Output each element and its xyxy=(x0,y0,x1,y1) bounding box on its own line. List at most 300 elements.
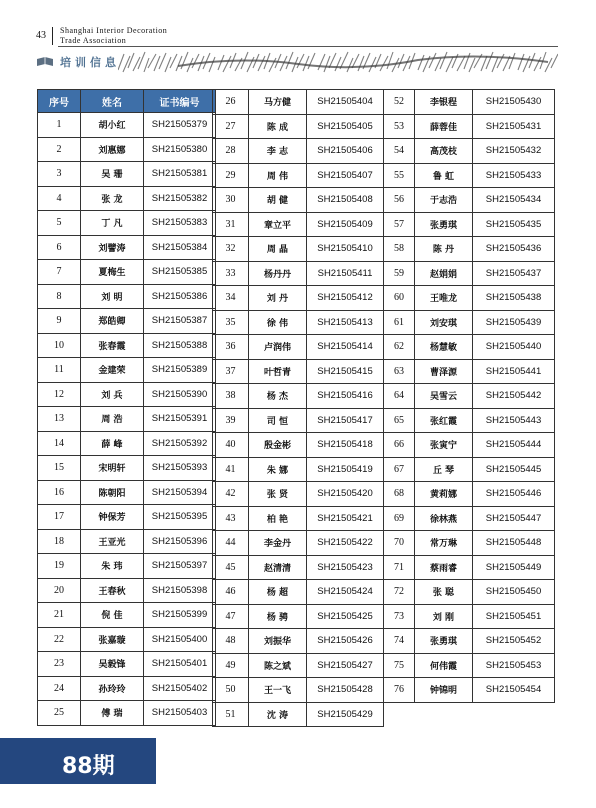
row-name: 刘振华 xyxy=(249,629,307,654)
roster-table-3 xyxy=(383,89,555,703)
row-index: 69 xyxy=(384,506,415,531)
row-name: 司 恒 xyxy=(249,408,307,433)
row-name: 张勇琪 xyxy=(415,629,473,654)
table-row xyxy=(213,580,384,605)
row-index: 47 xyxy=(213,604,249,629)
row-name: 刘安琪 xyxy=(415,310,473,335)
row-cert-number: SH21505427 xyxy=(307,653,384,678)
row-name: 钟保芳 xyxy=(81,505,144,530)
table-row xyxy=(384,629,555,654)
row-name: 夏梅生 xyxy=(81,260,144,285)
table-row xyxy=(213,653,384,678)
row-index: 55 xyxy=(384,163,415,188)
row-name: 常万琳 xyxy=(415,531,473,556)
table-row xyxy=(384,604,555,629)
row-name: 王一飞 xyxy=(249,678,307,703)
row-index: 37 xyxy=(213,359,249,384)
row-name: 张嘉璇 xyxy=(81,627,144,652)
row-cert-number: SH21505419 xyxy=(307,457,384,482)
row-cert-number: SH21505447 xyxy=(473,506,555,531)
row-index: 63 xyxy=(384,359,415,384)
row-name: 陈 成 xyxy=(249,114,307,139)
row-index: 49 xyxy=(213,653,249,678)
row-name: 王唯龙 xyxy=(415,286,473,311)
row-index: 53 xyxy=(384,114,415,139)
table-row xyxy=(384,114,555,139)
table-row xyxy=(384,188,555,213)
row-index: 20 xyxy=(38,578,81,603)
row-index: 42 xyxy=(213,482,249,507)
row-name: 蔡雨睿 xyxy=(415,555,473,580)
row-index: 57 xyxy=(384,212,415,237)
table-row xyxy=(213,310,384,335)
row-name: 陈之斌 xyxy=(249,653,307,678)
row-index: 66 xyxy=(384,433,415,458)
row-name: 张寅宁 xyxy=(415,433,473,458)
row-cert-number: SH21505420 xyxy=(307,482,384,507)
issue-number: 88期 xyxy=(62,754,115,779)
row-name: 张红霞 xyxy=(415,408,473,433)
row-cert-number: SH21505453 xyxy=(473,653,555,678)
table-row xyxy=(38,113,216,138)
table-row xyxy=(38,480,216,505)
table-row xyxy=(384,212,555,237)
row-name: 倪 佳 xyxy=(81,603,144,628)
row-index: 12 xyxy=(38,382,81,407)
row-name: 刘 兵 xyxy=(81,382,144,407)
table-row xyxy=(38,652,216,677)
row-name: 李银程 xyxy=(415,90,473,115)
row-index: 71 xyxy=(384,555,415,580)
table-row xyxy=(213,702,384,727)
table-row xyxy=(213,188,384,213)
association-name xyxy=(60,26,167,46)
table-row xyxy=(38,603,216,628)
row-name: 李金丹 xyxy=(249,531,307,556)
row-cert-number: SH21505385 xyxy=(144,260,216,285)
row-index: 50 xyxy=(213,678,249,703)
table-row xyxy=(384,678,555,703)
row-name: 徐林燕 xyxy=(415,506,473,531)
row-name: 李 志 xyxy=(249,139,307,164)
table-row xyxy=(38,578,216,603)
row-index: 58 xyxy=(384,237,415,262)
row-cert-number: SH21505405 xyxy=(307,114,384,139)
table-row xyxy=(213,90,384,115)
row-index: 59 xyxy=(384,261,415,286)
row-name: 杨 杰 xyxy=(249,384,307,409)
row-index: 68 xyxy=(384,482,415,507)
row-cert-number: SH21505446 xyxy=(473,482,555,507)
row-name: 胡 健 xyxy=(249,188,307,213)
row-cert-number: SH21505416 xyxy=(307,384,384,409)
table-row xyxy=(38,137,216,162)
row-index: 35 xyxy=(213,310,249,335)
row-index: 45 xyxy=(213,555,249,580)
row-index: 34 xyxy=(213,286,249,311)
table-row xyxy=(384,359,555,384)
row-index: 74 xyxy=(384,629,415,654)
table-row xyxy=(213,457,384,482)
row-index: 44 xyxy=(213,531,249,556)
table-row xyxy=(384,335,555,360)
row-cert-number: SH21505432 xyxy=(473,139,555,164)
row-cert-number: SH21505402 xyxy=(144,676,216,701)
row-index: 19 xyxy=(38,554,81,579)
table-row xyxy=(213,139,384,164)
header-divider xyxy=(52,27,53,45)
row-name: 周 伟 xyxy=(249,163,307,188)
row-name: 吴雪云 xyxy=(415,384,473,409)
table-row xyxy=(213,482,384,507)
row-cert-number: SH21505394 xyxy=(144,480,216,505)
row-cert-number: SH21505380 xyxy=(144,137,216,162)
table-row xyxy=(213,604,384,629)
row-name: 殷金彬 xyxy=(249,433,307,458)
row-cert-number: SH21505384 xyxy=(144,235,216,260)
row-index: 21 xyxy=(38,603,81,628)
table-row xyxy=(38,309,216,334)
table-row xyxy=(384,139,555,164)
table-row xyxy=(384,580,555,605)
row-name: 杨慧敏 xyxy=(415,335,473,360)
row-index: 76 xyxy=(384,678,415,703)
row-cert-number: SH21505434 xyxy=(473,188,555,213)
table-row xyxy=(213,163,384,188)
row-name: 郑皓卿 xyxy=(81,309,144,334)
row-cert-number: SH21505383 xyxy=(144,211,216,236)
row-index: 38 xyxy=(213,384,249,409)
row-cert-number: SH21505422 xyxy=(307,531,384,556)
row-name: 傅 瑞 xyxy=(81,701,144,726)
table-row xyxy=(213,531,384,556)
table-row xyxy=(384,237,555,262)
row-index: 33 xyxy=(213,261,249,286)
table-row xyxy=(384,506,555,531)
table-row xyxy=(384,261,555,286)
row-index: 15 xyxy=(38,456,81,481)
row-name: 叶哲青 xyxy=(249,359,307,384)
row-cert-number: SH21505444 xyxy=(473,433,555,458)
row-cert-number: SH21505430 xyxy=(473,90,555,115)
row-name: 胡小红 xyxy=(81,113,144,138)
table-row xyxy=(38,186,216,211)
row-cert-number: SH21505401 xyxy=(144,652,216,677)
row-index: 67 xyxy=(384,457,415,482)
header-rule xyxy=(58,46,558,47)
row-cert-number: SH21505436 xyxy=(473,237,555,262)
row-name: 王春秋 xyxy=(81,578,144,603)
row-cert-number: SH21505417 xyxy=(307,408,384,433)
row-cert-number: SH21505425 xyxy=(307,604,384,629)
row-cert-number: SH21505439 xyxy=(473,310,555,335)
row-cert-number: SH21505428 xyxy=(307,678,384,703)
table-row xyxy=(213,433,384,458)
row-cert-number: SH21505429 xyxy=(307,702,384,727)
row-name: 张 聪 xyxy=(415,580,473,605)
row-name: 张 龙 xyxy=(81,186,144,211)
row-index: 48 xyxy=(213,629,249,654)
row-cert-number: SH21505433 xyxy=(473,163,555,188)
row-index: 40 xyxy=(213,433,249,458)
table-row xyxy=(213,384,384,409)
row-name: 马方健 xyxy=(249,90,307,115)
row-cert-number: SH21505418 xyxy=(307,433,384,458)
row-name: 钟锦明 xyxy=(415,678,473,703)
row-index: 2 xyxy=(38,137,81,162)
row-index: 36 xyxy=(213,335,249,360)
row-name: 高茂枝 xyxy=(415,139,473,164)
page-number: 43 xyxy=(36,30,46,41)
row-cert-number: SH21505413 xyxy=(307,310,384,335)
table-row xyxy=(38,529,216,554)
row-cert-number: SH21505451 xyxy=(473,604,555,629)
table-row xyxy=(213,678,384,703)
row-name: 张勇琪 xyxy=(415,212,473,237)
row-index: 29 xyxy=(213,163,249,188)
row-index: 60 xyxy=(384,286,415,311)
row-cert-number: SH21505386 xyxy=(144,284,216,309)
row-cert-number: SH21505395 xyxy=(144,505,216,530)
row-index: 70 xyxy=(384,531,415,556)
row-cert-number: SH21505392 xyxy=(144,431,216,456)
table-row xyxy=(384,310,555,335)
row-cert-number: SH21505421 xyxy=(307,506,384,531)
row-name: 柏 艳 xyxy=(249,506,307,531)
decorative-texture-banner xyxy=(118,50,558,74)
table-row xyxy=(38,627,216,652)
row-name: 薛 峰 xyxy=(81,431,144,456)
row-name: 赵娟娟 xyxy=(415,261,473,286)
row-cert-number: SH21505412 xyxy=(307,286,384,311)
row-cert-number: SH21505431 xyxy=(473,114,555,139)
table-row xyxy=(38,701,216,726)
row-cert-number: SH21505445 xyxy=(473,457,555,482)
table-row xyxy=(38,260,216,285)
book-icon xyxy=(36,56,54,68)
row-name: 周 浩 xyxy=(81,407,144,432)
table-row xyxy=(38,554,216,579)
row-cert-number: SH21505449 xyxy=(473,555,555,580)
association-name-line2: Trade Association xyxy=(60,36,127,45)
row-index: 10 xyxy=(38,333,81,358)
row-cert-number: SH21505381 xyxy=(144,162,216,187)
row-index: 26 xyxy=(213,90,249,115)
table-row xyxy=(38,431,216,456)
row-cert-number: SH21505391 xyxy=(144,407,216,432)
row-index: 8 xyxy=(38,284,81,309)
row-cert-number: SH21505410 xyxy=(307,237,384,262)
row-index: 62 xyxy=(384,335,415,360)
table-row xyxy=(384,384,555,409)
row-name: 张春霞 xyxy=(81,333,144,358)
row-name: 刘譬涛 xyxy=(81,235,144,260)
row-cert-number: SH21505415 xyxy=(307,359,384,384)
table-row xyxy=(213,286,384,311)
row-name: 陈 丹 xyxy=(415,237,473,262)
table-row xyxy=(38,505,216,530)
row-name: 王亚光 xyxy=(81,529,144,554)
row-index: 73 xyxy=(384,604,415,629)
row-cert-number: SH21505399 xyxy=(144,603,216,628)
row-name: 何伟霞 xyxy=(415,653,473,678)
row-cert-number: SH21505382 xyxy=(144,186,216,211)
row-name: 杨丹丹 xyxy=(249,261,307,286)
row-index: 23 xyxy=(38,652,81,677)
table-row xyxy=(213,555,384,580)
row-index: 54 xyxy=(384,139,415,164)
table-row xyxy=(384,286,555,311)
row-cert-number: SH21505426 xyxy=(307,629,384,654)
row-cert-number: SH21505400 xyxy=(144,627,216,652)
row-cert-number: SH21505387 xyxy=(144,309,216,334)
row-cert-number: SH21505408 xyxy=(307,188,384,213)
col-header-cert: 证书编号 xyxy=(144,90,216,113)
table-row xyxy=(213,212,384,237)
row-cert-number: SH21505440 xyxy=(473,335,555,360)
row-cert-number: SH21505379 xyxy=(144,113,216,138)
table-row xyxy=(384,482,555,507)
row-index: 61 xyxy=(384,310,415,335)
table-row xyxy=(213,506,384,531)
section-title: 培训信息 xyxy=(60,56,120,69)
row-name: 孙玲玲 xyxy=(81,676,144,701)
table-row xyxy=(213,114,384,139)
association-name-line1: Shanghai Interior Decoration xyxy=(60,26,168,35)
table-row xyxy=(38,676,216,701)
row-index: 13 xyxy=(38,407,81,432)
row-index: 41 xyxy=(213,457,249,482)
row-name: 刘 明 xyxy=(81,284,144,309)
table-row xyxy=(384,555,555,580)
row-cert-number: SH21505448 xyxy=(473,531,555,556)
row-name: 丁 凡 xyxy=(81,211,144,236)
row-cert-number: SH21505423 xyxy=(307,555,384,580)
row-cert-number: SH21505389 xyxy=(144,358,216,383)
row-cert-number: SH21505414 xyxy=(307,335,384,360)
row-cert-number: SH21505407 xyxy=(307,163,384,188)
row-index: 16 xyxy=(38,480,81,505)
row-name: 章立平 xyxy=(249,212,307,237)
table-row xyxy=(384,531,555,556)
row-index: 64 xyxy=(384,384,415,409)
table-row xyxy=(384,653,555,678)
row-index: 51 xyxy=(213,702,249,727)
row-name: 杨 超 xyxy=(249,580,307,605)
row-cert-number: SH21505411 xyxy=(307,261,384,286)
row-index: 17 xyxy=(38,505,81,530)
col-header-index: 序号 xyxy=(38,90,81,113)
row-cert-number: SH21505406 xyxy=(307,139,384,164)
row-index: 5 xyxy=(38,211,81,236)
col-header-name: 姓名 xyxy=(81,90,144,113)
row-index: 9 xyxy=(38,309,81,334)
row-index: 11 xyxy=(38,358,81,383)
row-name: 吴毅锋 xyxy=(81,652,144,677)
row-cert-number: SH21505388 xyxy=(144,333,216,358)
row-name: 沈 涛 xyxy=(249,702,307,727)
table-row xyxy=(213,359,384,384)
row-name: 刘 刚 xyxy=(415,604,473,629)
row-name: 杨 骋 xyxy=(249,604,307,629)
row-cert-number: SH21505438 xyxy=(473,286,555,311)
table-row xyxy=(213,335,384,360)
row-index: 31 xyxy=(213,212,249,237)
row-index: 4 xyxy=(38,186,81,211)
roster-table-1 xyxy=(37,89,216,726)
table-row xyxy=(38,358,216,383)
row-index: 43 xyxy=(213,506,249,531)
row-cert-number: SH21505443 xyxy=(473,408,555,433)
row-index: 27 xyxy=(213,114,249,139)
row-cert-number: SH21505435 xyxy=(473,212,555,237)
row-index: 28 xyxy=(213,139,249,164)
table-row xyxy=(213,629,384,654)
row-cert-number: SH21505398 xyxy=(144,578,216,603)
row-name: 丘 琴 xyxy=(415,457,473,482)
row-name: 张 贤 xyxy=(249,482,307,507)
table-row xyxy=(38,211,216,236)
row-cert-number: SH21505450 xyxy=(473,580,555,605)
table-row xyxy=(38,407,216,432)
row-cert-number: SH21505452 xyxy=(473,629,555,654)
row-name: 赵清清 xyxy=(249,555,307,580)
row-cert-number: SH21505404 xyxy=(307,90,384,115)
row-name: 陈朝阳 xyxy=(81,480,144,505)
row-index: 14 xyxy=(38,431,81,456)
table-row xyxy=(213,237,384,262)
row-cert-number: SH21505393 xyxy=(144,456,216,481)
row-index: 25 xyxy=(38,701,81,726)
row-index: 6 xyxy=(38,235,81,260)
row-index: 3 xyxy=(38,162,81,187)
row-name: 徐 伟 xyxy=(249,310,307,335)
row-index: 30 xyxy=(213,188,249,213)
table-row xyxy=(38,333,216,358)
row-name: 刘惠娜 xyxy=(81,137,144,162)
row-index: 32 xyxy=(213,237,249,262)
row-index: 72 xyxy=(384,580,415,605)
row-cert-number: SH21505397 xyxy=(144,554,216,579)
row-name: 于志浩 xyxy=(415,188,473,213)
row-name: 周 晶 xyxy=(249,237,307,262)
row-name: 黄莉娜 xyxy=(415,482,473,507)
row-cert-number: SH21505437 xyxy=(473,261,555,286)
row-cert-number: SH21505390 xyxy=(144,382,216,407)
table-row xyxy=(38,284,216,309)
table-row xyxy=(384,163,555,188)
table-row xyxy=(38,235,216,260)
row-cert-number: SH21505409 xyxy=(307,212,384,237)
row-name: 曹泽源 xyxy=(415,359,473,384)
row-index: 56 xyxy=(384,188,415,213)
row-cert-number: SH21505396 xyxy=(144,529,216,554)
row-cert-number: SH21505442 xyxy=(473,384,555,409)
row-index: 24 xyxy=(38,676,81,701)
row-name: 朱 娜 xyxy=(249,457,307,482)
table-row xyxy=(384,90,555,115)
table-row xyxy=(384,433,555,458)
table-row xyxy=(213,408,384,433)
row-cert-number: SH21505441 xyxy=(473,359,555,384)
row-name: 薛蓉佳 xyxy=(415,114,473,139)
table-row xyxy=(384,457,555,482)
row-index: 7 xyxy=(38,260,81,285)
table-row xyxy=(38,162,216,187)
row-index: 65 xyxy=(384,408,415,433)
row-name: 朱 玮 xyxy=(81,554,144,579)
roster-table-2 xyxy=(212,89,384,727)
